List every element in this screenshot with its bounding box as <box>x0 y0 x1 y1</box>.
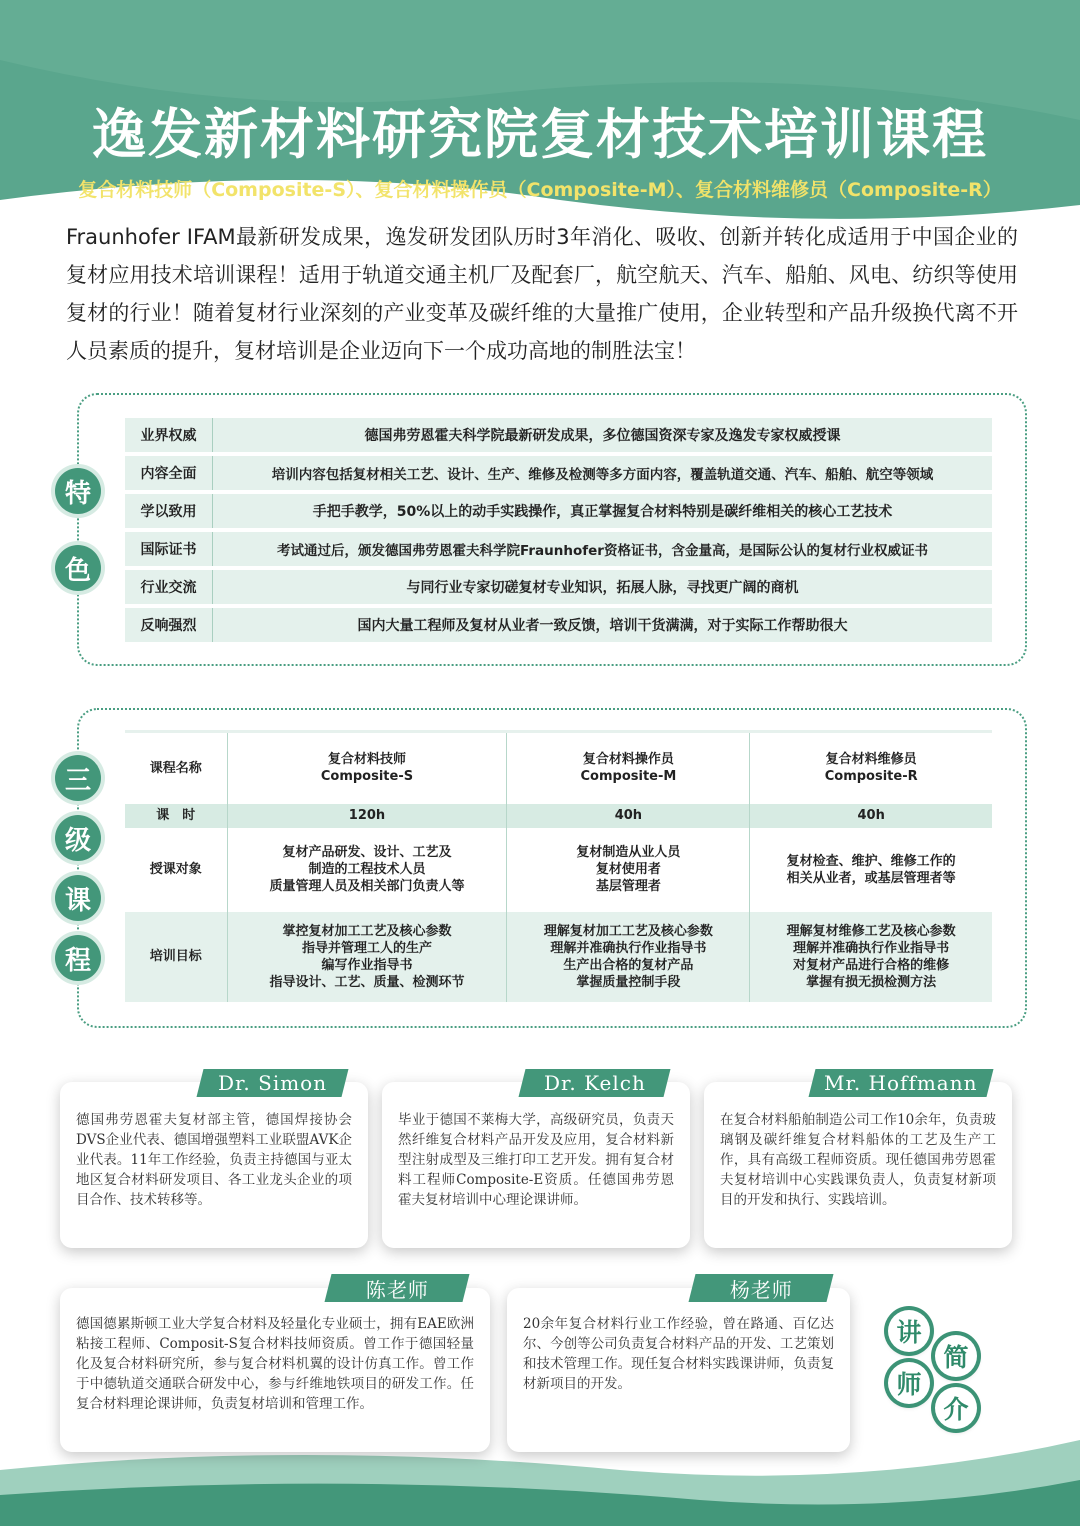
lecturer-name: 杨老师 <box>729 1277 793 1302</box>
lecturer-name-tag <box>519 1069 671 1097</box>
audience-cell <box>227 828 507 912</box>
goal-line: 掌握质量控制手段 <box>576 974 681 990</box>
lecturers-badge-4: 介 <box>935 1387 977 1429</box>
goal-line: 掌握有损无损检测方法 <box>806 974 937 990</box>
feature-row <box>125 456 992 490</box>
course-name: 复合材料操作员 <box>582 752 674 768</box>
goal-line: 编写作业指导书 <box>321 957 413 973</box>
audience-cell <box>507 828 750 912</box>
course-code: Composite-R <box>824 769 918 785</box>
row-label-goals: 培训目标 <box>125 912 227 1002</box>
feature-text: 手把手教学，50%以上的动手实践操作，真正掌握复合材料特别是碳纤维相关的核心工艺技术 <box>312 504 893 520</box>
lecturer-bio: 在复合材料船舶制造公司工作10余年，负责玻璃钢及碳纤维复合材料船体的工艺及生产工作，具有高级工程师资质。现任德国弗劳恩霍夫复材培训中心实践课负责人，负责复材新项目的开发和执行、实践培训。 <box>720 1112 996 1208</box>
lecturers-badge-3: 师 <box>888 1362 930 1404</box>
audience-line: 质量管理人员及相关部门负责人等 <box>269 879 465 894</box>
lecturer-card-simon <box>60 1082 368 1248</box>
feature-text: 培训内容包括复材相关工艺、设计、生产、维修及检测等多方面内容，覆盖轨道交通、汽车、船舶、航空等领域 <box>271 467 934 483</box>
row-label-hours: 课 时 <box>125 804 227 828</box>
feature-row <box>125 494 992 528</box>
goals-cell <box>227 912 507 1002</box>
lecturer-card-kelch <box>382 1082 690 1248</box>
table-row <box>125 912 992 1002</box>
lecturer-name-tag <box>197 1069 349 1097</box>
table-row <box>125 828 992 912</box>
table-row <box>125 732 992 804</box>
levels-badge-1: 三 <box>55 755 101 801</box>
row-label-audience: 授课对象 <box>149 862 202 877</box>
audience-line: 相关从业者，或基层管理者等 <box>786 870 956 886</box>
goal-line: 理解复材维修工艺及核心参数 <box>786 923 956 939</box>
goals-cell <box>750 912 992 1002</box>
goal-line: 指导设计、工艺、质量、检测环节 <box>269 974 465 990</box>
feature-row <box>125 570 992 604</box>
course-code: Composite-S <box>320 769 414 785</box>
feature-label: 反响强烈 <box>125 608 213 642</box>
course-name: 复合材料维修员 <box>825 752 917 768</box>
feature-row <box>125 608 992 642</box>
lecturer-name: Mr. Hoffmann <box>824 1071 978 1095</box>
lecturer-card-yang <box>507 1288 850 1452</box>
features-table <box>125 418 992 646</box>
row-label-name: 课程名称 <box>149 760 202 776</box>
course-hours: 120h <box>227 804 507 828</box>
course-name: 复合材料技师 <box>327 752 406 768</box>
feature-row <box>125 418 992 452</box>
feature-label: 学以致用 <box>125 494 213 528</box>
lecturer-card-chen <box>60 1288 490 1452</box>
levels-badge-4: 程 <box>55 935 101 981</box>
table-row <box>125 804 992 828</box>
levels-badge-3: 课 <box>55 875 101 921</box>
lecturer-bio: 毕业于德国不莱梅大学，高级研究员，负责天然纤维复合材料产品开发及应用，复合材料新型注射成型及三维打印工艺开发。拥有复合材料工程师Composite-E资质。任德国弗劳恩霍夫复材培训中心理论课讲师。 <box>398 1112 674 1208</box>
feature-row <box>125 532 992 566</box>
audience-line: 复材产品研发、设计、工艺及 <box>282 845 452 860</box>
lecturers-badge-1: 讲 <box>888 1310 930 1352</box>
lecturer-bio: 20余年复合材料行业工作经验，曾在路通、百亿达尔、今创等公司负责复合材料产品的开发、工艺策划和技术管理工作。现任复合材料实践课讲师，负责复材新项目的开发。 <box>523 1316 834 1392</box>
levels-badge-2: 级 <box>55 815 101 861</box>
intro-paragraph: Fraunhofer IFAM最新研发成果，逸发研发团队历时3年消化、吸收、创新并转化成适用于中国企业的复材应用技术培训课程！适用于轨道交通主机厂及配套厂，航空航天、汽车、船舶、风电、纺织等使用复材的行业！随着复材行业深刻的产业变革及碳纤维的大量推广使用，企业转型和产品升级换代离不开人员素质的提升，复材培训是企业迈向下一个成功高地的制胜法宝！ <box>66 225 1018 363</box>
audience-line: 复材制造从业人员 <box>576 845 681 860</box>
lecturer-name: 陈老师 <box>365 1277 429 1302</box>
lecturer-name-tag <box>689 1274 834 1302</box>
feature-label: 国际证书 <box>125 532 213 566</box>
course-hours: 40h <box>507 804 750 828</box>
audience-line: 复材检查、维护、维修工作的 <box>786 853 956 869</box>
feature-label: 行业交流 <box>125 570 213 604</box>
course-name-cell <box>227 732 507 804</box>
course-levels-table <box>125 730 992 1002</box>
lecturers-badge-2: 简 <box>935 1335 977 1377</box>
page-title: 逸发新材料研究院复材技术培训课程 <box>92 103 988 166</box>
lecturer-name-tag <box>325 1274 470 1302</box>
feature-label: 内容全面 <box>125 456 213 490</box>
audience-line: 基层管理者 <box>595 879 661 894</box>
goal-line: 理解并准确执行作业指导书 <box>550 940 707 956</box>
goal-line: 指导并管理工人的生产 <box>301 940 432 956</box>
feature-text: 与同行业专家切磋复材专业知识，拓展人脉，寻找更广阔的商机 <box>406 580 799 596</box>
goal-line: 理解并准确执行作业指导书 <box>793 940 950 956</box>
goal-line: 对复材产品进行合格的维修 <box>793 957 950 973</box>
goal-line: 掌控复材加工工艺及核心参数 <box>282 923 452 939</box>
lecturer-name: Dr. Kelch <box>543 1071 646 1095</box>
lecturer-name-tag <box>809 1069 994 1097</box>
goals-cell <box>507 912 750 1002</box>
features-badge-1: 特 <box>55 468 101 514</box>
course-code: Composite-M <box>580 769 677 785</box>
audience-line: 复材使用者 <box>595 862 661 877</box>
feature-text: 考试通过后，颁发德国弗劳恩霍夫科学院Fraunhofer资格证书，含金量高，是国际公认的复材行业权威证书 <box>277 543 928 559</box>
lecturer-bio: 德国德累斯顿工业大学复合材料及轻量化专业硕士，拥有EAE欧洲粘接工程师、Composit-S复合材料技师资质。曾工作于德国轻量化及复合材料研究所，参与复合材料机翼的设计仿真工作。曾工作于中德轨道交通联合研发中心，参与纤维地铁项目的研发工作。任复合材料理论课讲师，负责复材培训和管理工作。 <box>76 1316 474 1412</box>
audience-cell <box>750 828 992 912</box>
course-subtitle: 复合材料技师（Composite-S）、复合材料操作员（Composite-M）、复合材料维修员（Composite-R） <box>78 179 1002 201</box>
course-hours: 40h <box>750 804 992 828</box>
goal-line: 理解复材加工工艺及核心参数 <box>543 923 713 939</box>
lecturer-bio: 德国弗劳恩霍夫复材部主管，德国焊接协会DVS企业代表、德国增强塑料工业联盟AVK企业代表。11年工作经验，负责主持德国与亚太地区复合材料研发项目、各工业龙头企业的项目合作、技术转移等。 <box>76 1112 352 1208</box>
features-badge-2: 色 <box>55 545 101 591</box>
course-name-cell <box>750 732 992 804</box>
feature-text: 国内大量工程师及复材从业者一致反馈，培训干货满满，对于实际工作帮助很大 <box>357 618 848 634</box>
lecturer-card-hoffmann <box>704 1082 1012 1248</box>
lecturer-name: Dr. Simon <box>217 1071 328 1095</box>
feature-label: 业界权威 <box>125 418 213 452</box>
feature-text: 德国弗劳恩霍夫科学院最新研发成果，多位德国资深专家及逸发专家权威授课 <box>364 428 841 444</box>
goal-line: 生产出合格的复材产品 <box>563 957 694 973</box>
audience-line: 制造的工程技术人员 <box>308 862 426 877</box>
course-name-cell <box>507 732 750 804</box>
